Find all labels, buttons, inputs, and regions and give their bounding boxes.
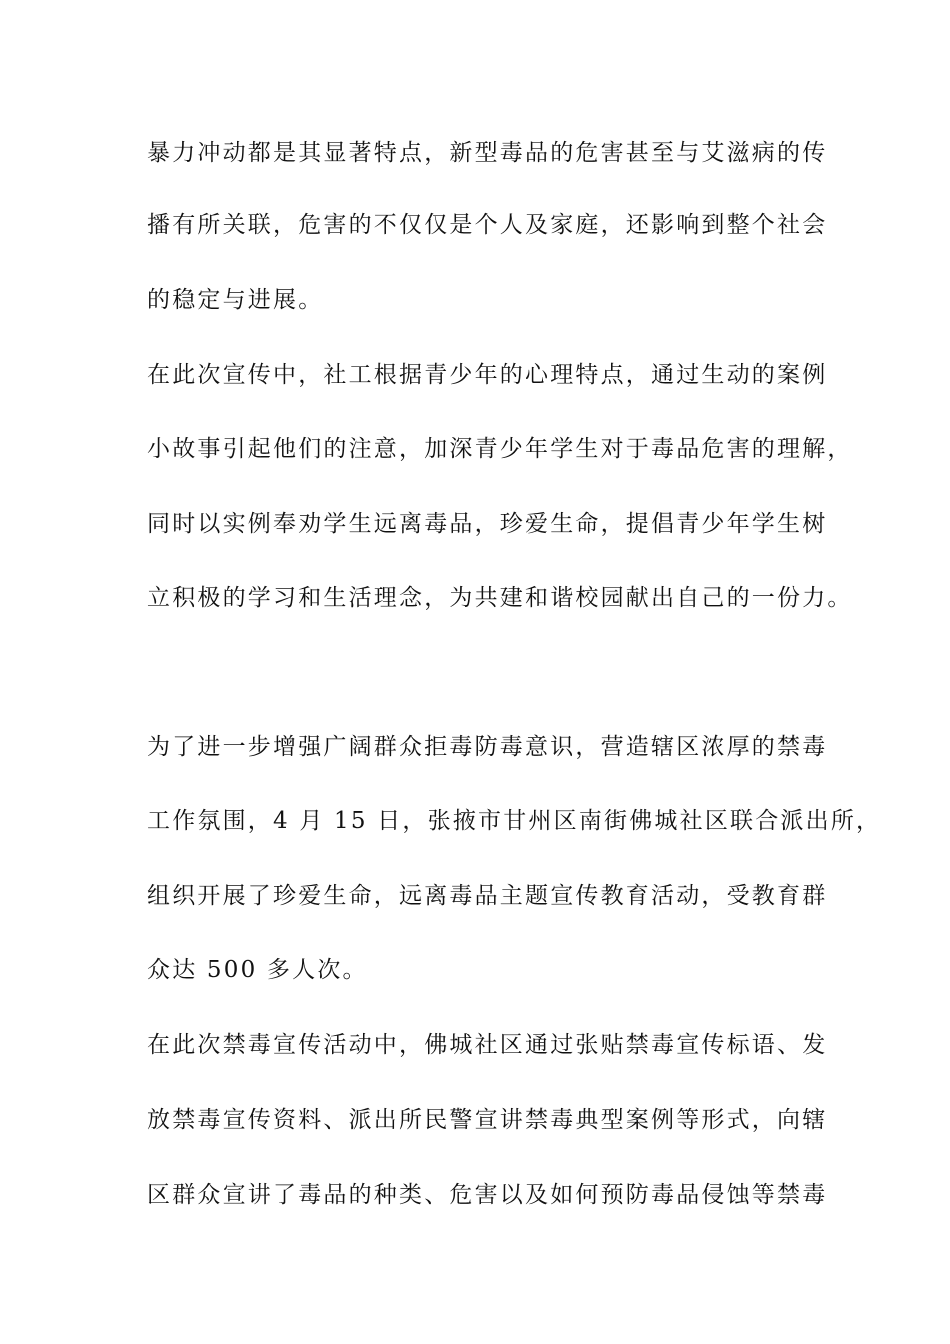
text-line: 工作氛围，4 月 15 日，张掖市甘州区南街佛城社区联合派出所， (147, 808, 882, 834)
text-line: 小故事引起他们的注意，加深青少年学生对于毒品危害的理解， (147, 436, 853, 462)
text-line: 在此次宣传中，社工根据青少年的心理特点，通过生动的案例 (147, 362, 828, 388)
text-line: 暴力冲动都是其显著特点，新型毒品的危害甚至与艾滋病的传 (147, 140, 828, 166)
text-line: 众达 500 多人次。 (147, 957, 368, 983)
text-line: 播有所关联，危害的不仅仅是个人及家庭，还影响到整个社会 (147, 212, 828, 238)
text-line: 放禁毒宣传资料、派出所民警宣讲禁毒典型案例等形式，向辖 (147, 1107, 828, 1133)
text-line: 组织开展了珍爱生命，远离毒品主题宣传教育活动，受教育群 (147, 883, 828, 909)
text-line: 立积极的学习和生活理念，为共建和谐校园献出自己的一份力。 (147, 585, 853, 611)
text-line: 同时以实例奉劝学生远离毒品，珍爱生命，提倡青少年学生树 (147, 511, 828, 537)
text-line: 为了进一步增强广阔群众拒毒防毒意识，营造辖区浓厚的禁毒 (147, 734, 828, 760)
text-line: 的稳定与进展。 (147, 287, 324, 313)
text-line: 区群众宣讲了毒品的种类、危害以及如何预防毒品侵蚀等禁毒 (147, 1182, 828, 1208)
text-line: 在此次禁毒宣传活动中，佛城社区通过张贴禁毒宣传标语、发 (147, 1032, 828, 1058)
